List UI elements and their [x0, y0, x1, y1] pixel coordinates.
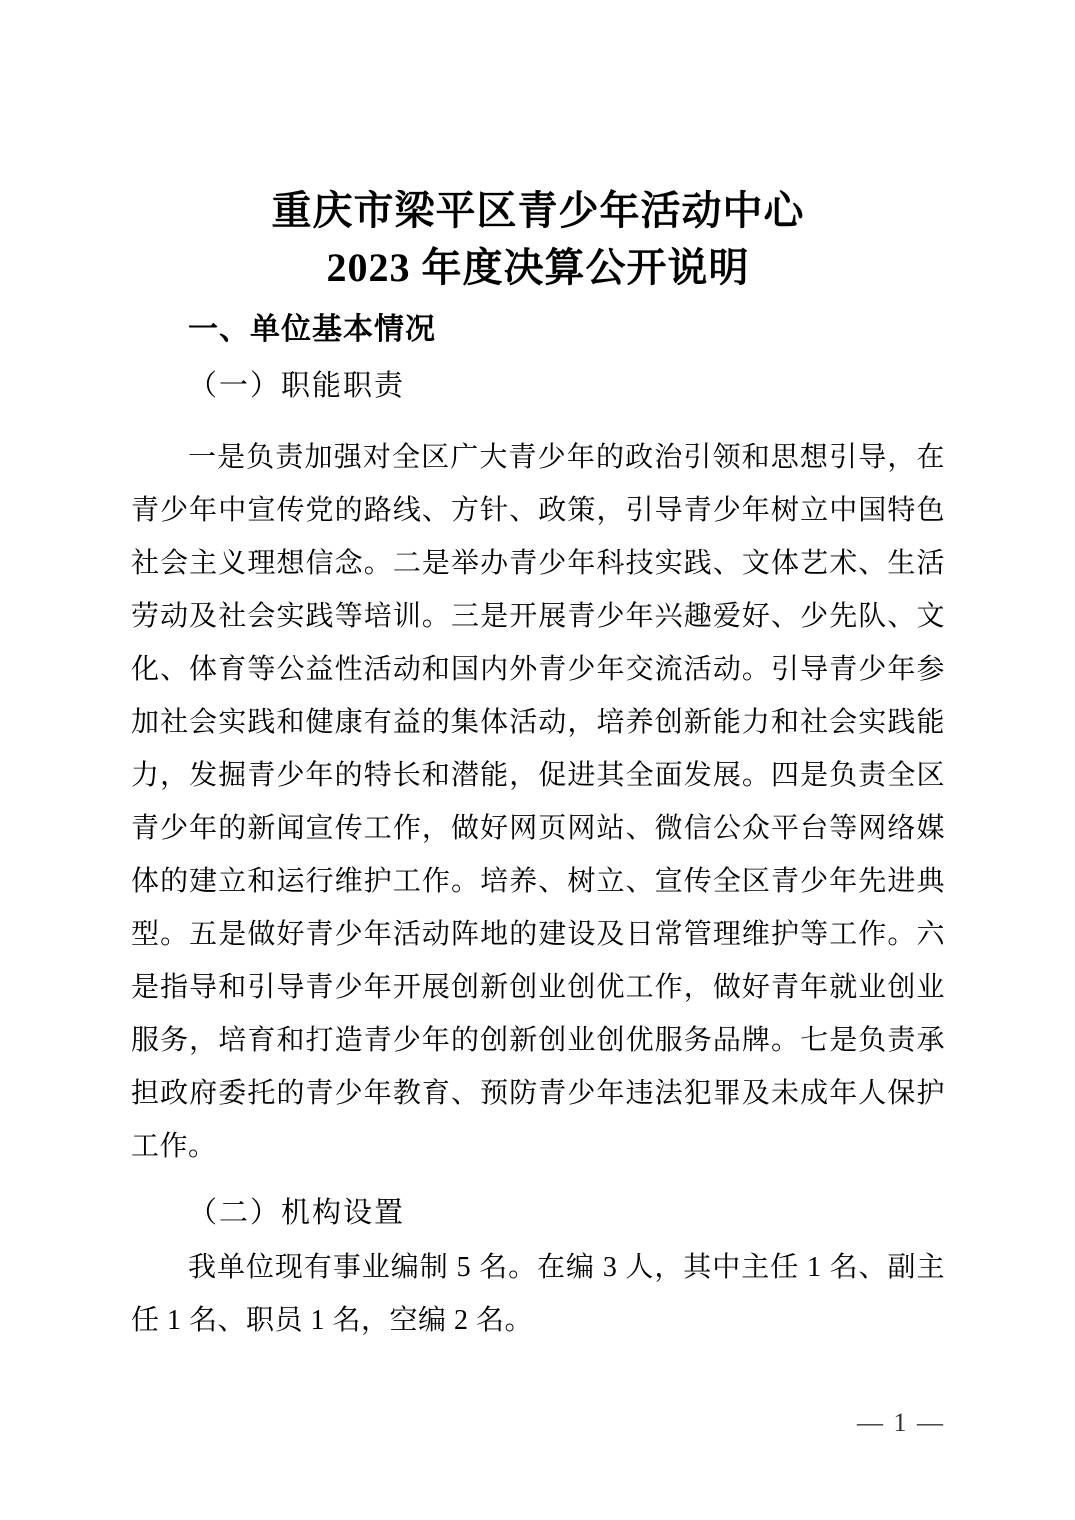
- document-title: [131, 182, 945, 296]
- body-line: 社会主义理想信念。二是举办青少年科技实践、文体艺术、生活: [131, 548, 945, 579]
- subsection-heading-1: （一）职能职责: [188, 370, 406, 402]
- document-title-line-1: 重庆市梁平区青少年活动中心: [271, 188, 805, 233]
- paragraph-staffing: [131, 1241, 945, 1347]
- body-line: 体的建立和运行维护工作。培养、树立、宣传全区青少年先进典: [131, 866, 945, 897]
- body-line: 化、体育等公益性活动和国内外青少年交流活动。引导青少年参: [131, 654, 945, 685]
- body-line: 服务，培育和打造青少年的创新创业创优服务品牌。七是负责承: [131, 1025, 945, 1056]
- body-line: 工作。: [131, 1131, 217, 1162]
- page-number: — 1 —: [857, 1408, 945, 1437]
- body-line: 任 1 名、职员 1 名，空编 2 名。: [131, 1305, 534, 1336]
- body-line: 担政府委托的青少年教育、预防青少年违法犯罪及未成年人保护: [131, 1078, 945, 1109]
- body-line: 型。五是做好青少年活动阵地的建设及日常管理维护等工作。六: [131, 919, 945, 950]
- body-line: 力，发掘青少年的特长和潜能，促进其全面发展。四是负责全区: [131, 760, 945, 791]
- body-line: 一是负责加强对全区广大青少年的政治引领和思想引导，在: [188, 442, 945, 473]
- body-line: 加社会实践和健康有益的集体活动，培养创新能力和社会实践能: [131, 707, 945, 738]
- document-title-line-2: 2023 年度决算公开说明: [326, 245, 750, 290]
- body-line: 青少年的新闻宣传工作，做好网页网站、微信公众平台等网络媒: [131, 813, 945, 844]
- body-line: 我单位现有事业编制 5 名。在编 3 人，其中主任 1 名、副主: [188, 1252, 945, 1283]
- body-line: 劳动及社会实践等培训。三是开展青少年兴趣爱好、少先队、文: [131, 601, 945, 632]
- paragraph-functions: [131, 431, 945, 1173]
- body-line: 是指导和引导青少年开展创新创业创优工作，做好青年就业创业: [131, 972, 945, 1003]
- subsection-heading-2: （二）机构设置: [188, 1197, 406, 1229]
- body-line: 青少年中宣传党的路线、方针、政策，引导青少年树立中国特色: [131, 495, 945, 526]
- document-content: [131, 0, 945, 1347]
- section-heading-1: 一、单位基本情况: [188, 313, 436, 346]
